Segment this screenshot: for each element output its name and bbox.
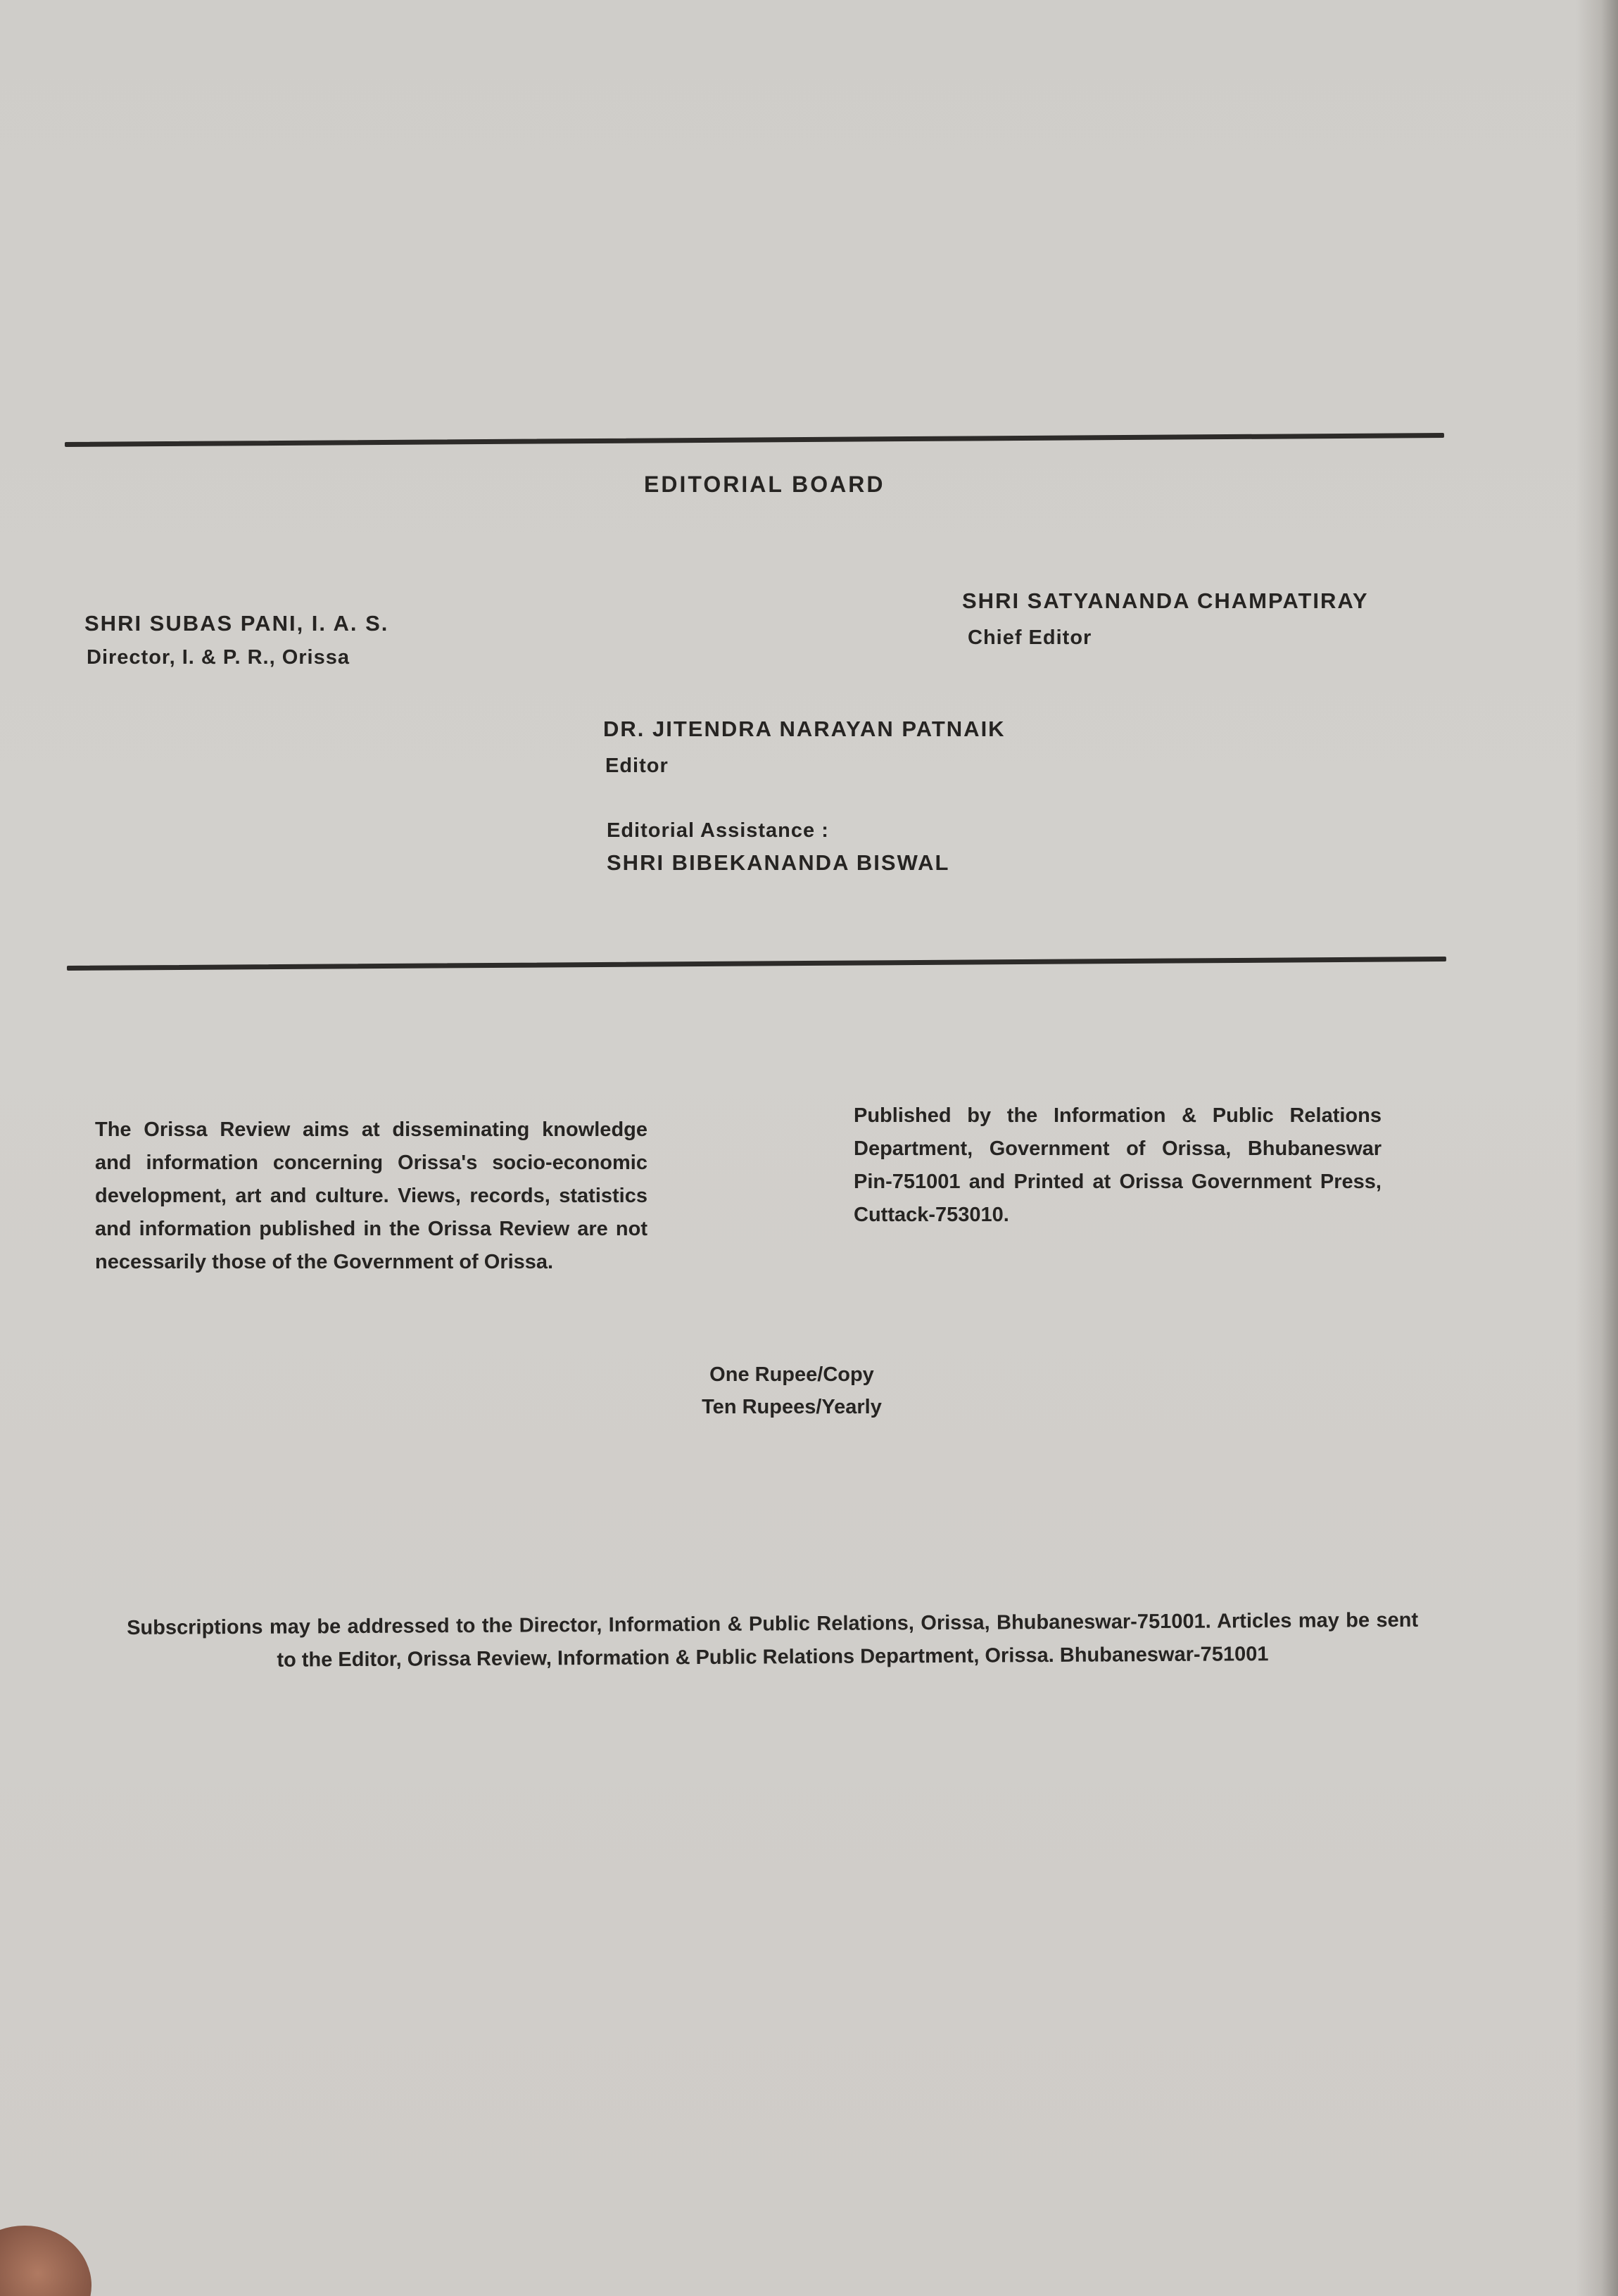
editorial-assistance-label: Editorial Assistance : xyxy=(607,819,829,842)
chief-editor-role: Chief Editor xyxy=(968,626,1092,649)
publisher-statement: Published by the Information & Public Relations Department, Government of Orissa, Bhubaneswar Pin-751001 and Printed at Orissa Government Press, Cuttack-753010. xyxy=(854,1104,1382,1226)
bottom-rule xyxy=(67,957,1446,971)
top-rule xyxy=(65,433,1444,447)
editor-name: DR. JITENDRA NARAYAN PATNAIK xyxy=(603,717,1006,741)
editorial-board-title: EDITORIAL BOARD xyxy=(644,472,885,497)
price-per-copy: One Rupee/Copy xyxy=(709,1363,874,1386)
mission-statement: The Orissa Review aims at disseminating knowledge and information concerning Orissa's socio-economic development, art and culture. Views, records, statistics and information published in the Orissa Review are not necessarily those of the Government of Orissa. xyxy=(95,1118,647,1273)
director-name: SHRI SUBAS PANI, I. A. S. xyxy=(84,611,389,636)
chief-editor-name: SHRI SATYANANDA CHAMPATIRAY xyxy=(962,588,1369,613)
price-yearly: Ten Rupees/Yearly xyxy=(702,1396,882,1418)
editor-role: Editor xyxy=(605,755,669,777)
editorial-assistant-name: SHRI BIBEKANANDA BISWAL xyxy=(607,850,950,875)
page-edge-shadow xyxy=(1576,0,1618,2296)
thumb-shape xyxy=(0,2226,91,2296)
subscriptions-note: Subscriptions may be addressed to the Director, Information & Public Relations, Orissa, Bhubaneswar-751001. Articles may be sent to the Editor, Orissa Review, Information & Public Relations Department, Orissa. Bhubaneswar-751001 xyxy=(127,1608,1419,1672)
director-role: Director, I. & P. R., Orissa xyxy=(87,646,350,669)
